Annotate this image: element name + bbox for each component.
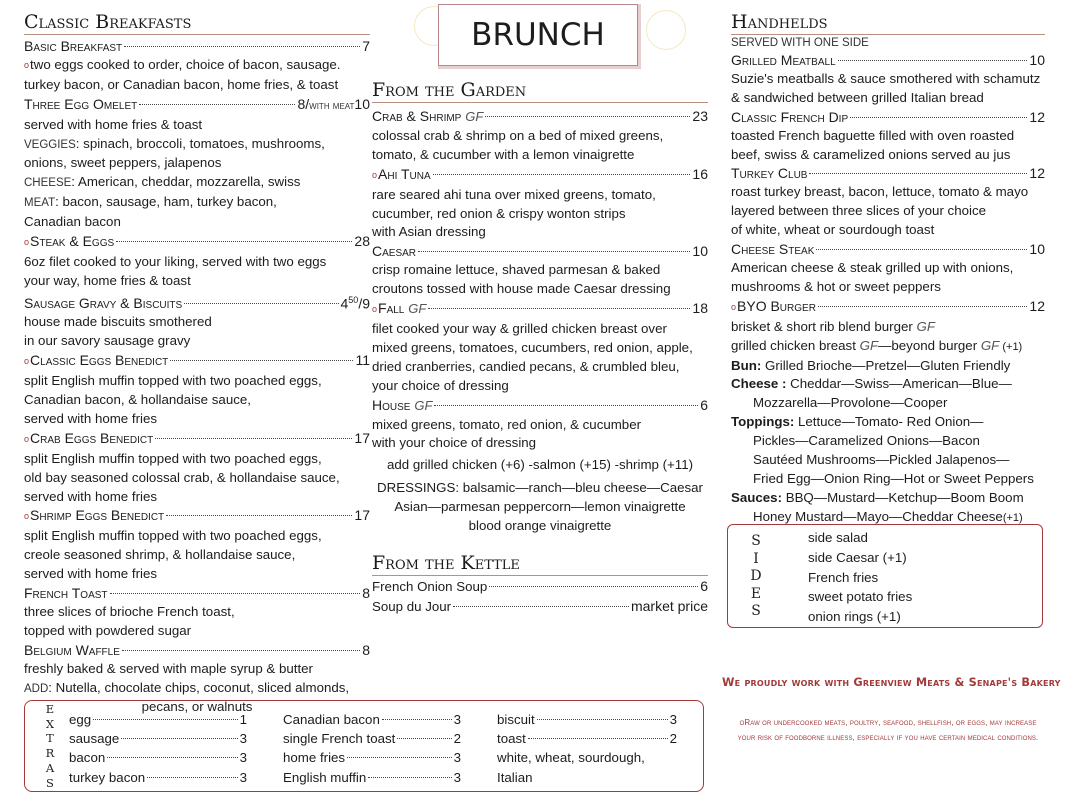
menu-item-omelet: Three Egg Omelet 8/with meat10 bbox=[24, 95, 370, 112]
extra-item: biscuit 3 bbox=[497, 712, 677, 727]
handhelds-subtitle: SERVED WITH ONE SIDE bbox=[731, 37, 869, 49]
extra-item: bacon 3 bbox=[69, 750, 247, 766]
menu-item-crab-shrimp: Crab & Shrimp GF 23 bbox=[372, 108, 708, 124]
page-title: BRUNCH bbox=[471, 17, 605, 53]
sides-vertical-label: S I D E S bbox=[750, 533, 762, 619]
menu-item-crab-benedict: o Crab Eggs Benedict 17 bbox=[24, 429, 370, 450]
circle-icon: o bbox=[372, 169, 378, 180]
menu-item-house: House GF 6 bbox=[372, 396, 708, 413]
extra-item: English muffin 3 bbox=[283, 769, 461, 785]
extra-item: home fries 3 bbox=[283, 750, 461, 766]
circle-icon: o bbox=[372, 304, 378, 315]
side-item: onion rings (+1) bbox=[808, 609, 901, 625]
menu-item-ahi-tuna: o Ahi Tuna 16 bbox=[372, 165, 708, 186]
menu-item-french-toast: French Toast 8 bbox=[24, 585, 370, 602]
circle-icon: o bbox=[731, 301, 737, 312]
garden-heading: From the Garden bbox=[372, 80, 708, 103]
side-item: side salad bbox=[808, 530, 868, 545]
side-item: sweet potato fries bbox=[808, 589, 913, 605]
classic-breakfasts-section: Classic Breakfasts Basic Breakfast 7 otwo eggs cooked to order, choice of bacon, sausage. turkey bacon, or Canadian bacon, home fries, & toast Three Egg Omelet 8/with meat10 served with home fries & toast VEGGIES: spinach, broccoli, tomatoes, mushrooms, onions, sweet peppers, jalapenos CHEESE: American, cheddar, mozzarella, swiss MEAT: bacon, sausage, ham, turkey bacon, Canadian bacon o Steak & Eggs 28 6oz filet cooked to your liking, served with two eggs your way, home fries & toast Sausage Gravy & Biscuits $4^{50}/9$ house made biscuits smothered in our savory sausage gravy o Classic Eggs Benedict 11 split English muffin topped with two poached eggs, Canadian bacon, & hollandaise sauce, served with home fries o Crab Eggs Benedict 17 split English muffin topped with two poached eggs, old bay seasoned colossal crab, & hollandaise sauce, served with home fries o Shrimp Eggs Benedict 17 split English muffin topped with two poached eggs, creole seasoned shrimp, & hollandaise sauce, served with home fries French Toast 8 three slices of brioche French toast, topped with powdered sugar Belgium Waffle 8 freshly baked & served with maple syrup & butter ADD: Nutella, chocolate chips, coconut, sliced almonds, pecans, or walnuts bbox=[24, 11, 370, 715]
circle-icon: o bbox=[24, 511, 30, 522]
menu-item-shrimp-benedict: o Shrimp Eggs Benedict 17 bbox=[24, 506, 370, 527]
menu-item-basic-breakfast: Basic Breakfast 7 bbox=[24, 38, 370, 54]
extra-item: single French toast 2 bbox=[283, 731, 461, 747]
menu-item-steak-eggs: o Steak & Eggs 28 bbox=[24, 232, 370, 253]
extra-item: turkey bacon 3 bbox=[69, 769, 247, 785]
classic-breakfasts-heading: Classic Breakfasts bbox=[24, 12, 370, 35]
menu-item-cheese-steak: Cheese Steak 10 bbox=[731, 241, 1045, 258]
side-item: side Caesar (+1) bbox=[808, 549, 907, 565]
health-warning: oRaw or undercooked meats, poultry, seafood, shellfish, or eggs, may increase your risk of foodborne illness, especially if you have certain medical conditions. bbox=[737, 718, 1039, 742]
kettle-heading: From the Kettle bbox=[372, 553, 708, 576]
menu-item-sausage-gravy: Sausage Gravy & Biscuits $4^{50}/9$ bbox=[24, 294, 370, 312]
sides-list bbox=[808, 528, 912, 627]
extra-item: egg 1 bbox=[69, 712, 247, 727]
handhelds-heading: Handhelds bbox=[731, 12, 1045, 35]
circle-icon: o bbox=[24, 356, 30, 367]
garden-section: From the Garden Crab & Shrimp GF 23 colossal crab & shrimp on a bed of mixed greens, tomato, & cucumber with a lemon vinaigrette o Ahi Tuna 16 rare seared ahi tuna over mixed greens, tomato, cucumber, red onion & crispy wonton strips with Asian dressing Caesar 10 crisp romaine lettuce, shaved parmesan & baked croutons tossed with house made Caesar dressing o Fall GF 18 filet cooked your way & grilled chicken breast over mixed greens, tomatoes, cucumbers, red onion, apple, dried cranberries, candied pecans, & crumbled bleu, your choice of dressing House GF 6 mixed greens, tomato, red onion, & cucumber with your choice of dressing add grilled chicken (+6) -salmon (+15) -shrimp (+11) DRESSINGS: balsamic—ranch—bleu cheese—Caesar Asian—parmesan peppercorn—lemon vinaigrette blood orange vinaigrette From the Kettle French Onion Soup 6 Soup du Jour market price bbox=[372, 80, 708, 617]
extra-item: Canadian bacon 3 bbox=[283, 712, 461, 727]
circle-icon: o bbox=[24, 59, 30, 70]
extras-vertical-label: E X T R A S bbox=[45, 702, 55, 790]
menu-item-french-onion-soup: French Onion Soup 6 bbox=[372, 577, 708, 594]
circle-icon: o bbox=[24, 237, 30, 248]
menu-item-belgium-waffle: Belgium Waffle 8 bbox=[24, 641, 370, 658]
extra-item: toast 2 bbox=[497, 731, 677, 747]
menu-item-french-dip: Classic French Dip 12 bbox=[731, 108, 1045, 125]
circle-icon: o bbox=[739, 718, 745, 727]
menu-item-fall: o Fall GF 18 bbox=[372, 299, 708, 320]
extras-column-2 bbox=[283, 710, 461, 787]
menu-item-classic-benedict: o Classic Eggs Benedict 11 bbox=[24, 351, 370, 372]
menu-item-byo-burger: o BYO Burger 12 bbox=[731, 297, 1045, 318]
brunch-title-box bbox=[438, 4, 638, 66]
extras-column-3: biscuit 3 toast 2 white, wheat, sourdough, Italian bbox=[497, 712, 677, 785]
protein-add-ons: add grilled chicken (+6) -salmon (+15) -shrimp (+11) bbox=[386, 457, 694, 473]
circle-icon: o bbox=[24, 433, 30, 444]
dressings: DRESSINGS: balsamic—ranch—bleu cheese—Caesar bbox=[377, 480, 703, 496]
decorative-flourish bbox=[646, 10, 686, 50]
menu-item-grilled-meatball: Grilled Meatball 10 bbox=[731, 52, 1045, 68]
side-item: French fries bbox=[808, 569, 879, 585]
sides-box bbox=[727, 524, 1043, 628]
handhelds-section: Handhelds SERVED WITH ONE SIDE Grilled Meatball 10 Suzie's meatballs & sauce smothered with schamutz & sandwiched between grilled Italian bread Classic French Dip 12 toasted French baguette filled with oven roasted beef, swiss & caramelized onions served au jus Turkey Club 12 roast turkey breast, bacon, lettuce, tomato & mayo layered between three slices of your choice of white, wheat or sourdough toast Cheese Steak 10 American cheese & steak grilled up with onions, mushrooms & hot or sweet peppers o BYO Burger 12 brisket & short rib blend burger GF grilled chicken breast GF—beyond burger GF (+1) Bun: Grilled Brioche—Pretzel—Gluten Friendly Cheese : Cheddar—Swiss—American—Blue— Mozzarella—Provolone—Cooper Toppings: Lettuce—Tomato- Red Onion— Pickles—Caramelized Onions—Bacon Sautéed Mushrooms—Pickled Jalapenos— Fried Egg—Onion Ring—Hot or Sweet Peppers Sauces: BBQ—Mustard—Ketchup—Boom Boom Honey Mustard—Mayo—Cheddar Cheese(+1) bbox=[731, 11, 1045, 524]
extras-column-1 bbox=[69, 710, 247, 787]
menu-item-caesar: Caesar 10 bbox=[372, 243, 708, 260]
extras-box bbox=[24, 700, 704, 792]
extra-item: sausage 3 bbox=[69, 731, 247, 747]
supplier-note: We proudly work with Greenview Meats & Senape's Bakery bbox=[722, 676, 1061, 689]
menu-item-soup-du-jour: Soup du Jour market price bbox=[372, 597, 708, 614]
menu-item-turkey-club: Turkey Club 12 bbox=[731, 165, 1045, 182]
